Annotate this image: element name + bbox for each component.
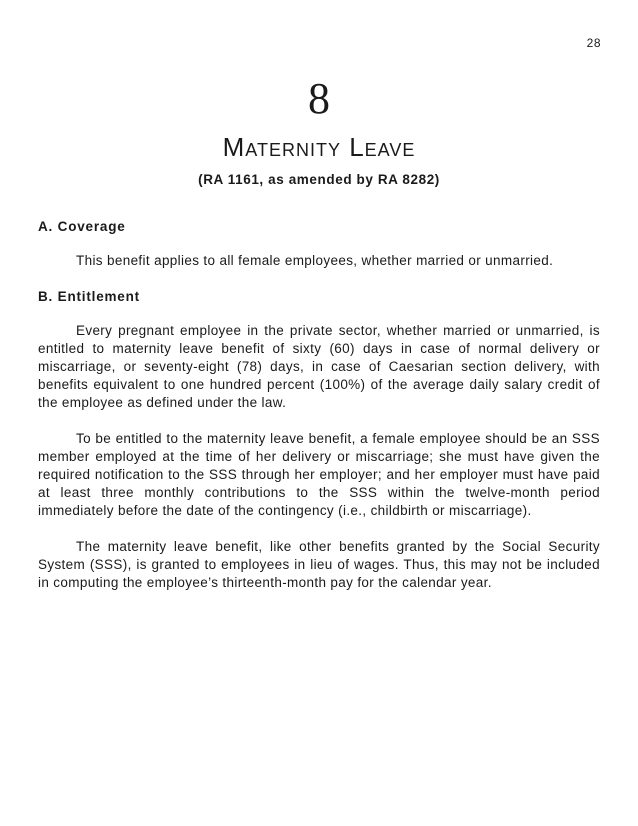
section-entitlement [38,288,600,592]
paragraph: The maternity leave benefit, like other benefits granted by the Social Security System (SSS), is granted to employees in lieu of wages. Thus, this may not be included in computing the employee’s thirteenth-month pay for the calendar year. [38,539,600,590]
chapter-subtitle: (RA 1161, as amended by RA 8282) [198,172,440,187]
paragraph: Every pregnant employee in the private sector, whether married or unmarried, is entitled to maternity leave benefit of sixty (60) days in case of normal delivery or miscarriage, or seventy-eight (78) days, in case of Caesarian section delivery, with benefits equivalent to one hundred percent (100%) of the average daily salary credit of the employee as defined under the law. [38,323,600,410]
document-body [38,218,600,610]
chapter-number: 8 [308,74,330,123]
paragraph: To be entitled to the maternity leave benefit, a female employee should be an SSS member employed at the time of her delivery or miscarriage; she must have given the required notification to the SSS through her employer; and her employer must have paid at least three monthly contributions to the SSS within the twelve-month period immediately before the date of the contingency (i.e., childbirth or miscarriage). [38,431,600,518]
section-heading: A. Coverage [38,219,126,234]
chapter-title: Maternity Leave [222,132,416,162]
page-number: 28 [586,36,601,50]
section-heading: B. Entitlement [38,289,140,304]
paragraph: This benefit applies to all female employees, whether married or unmarried. [76,253,554,268]
section-coverage [38,218,600,270]
